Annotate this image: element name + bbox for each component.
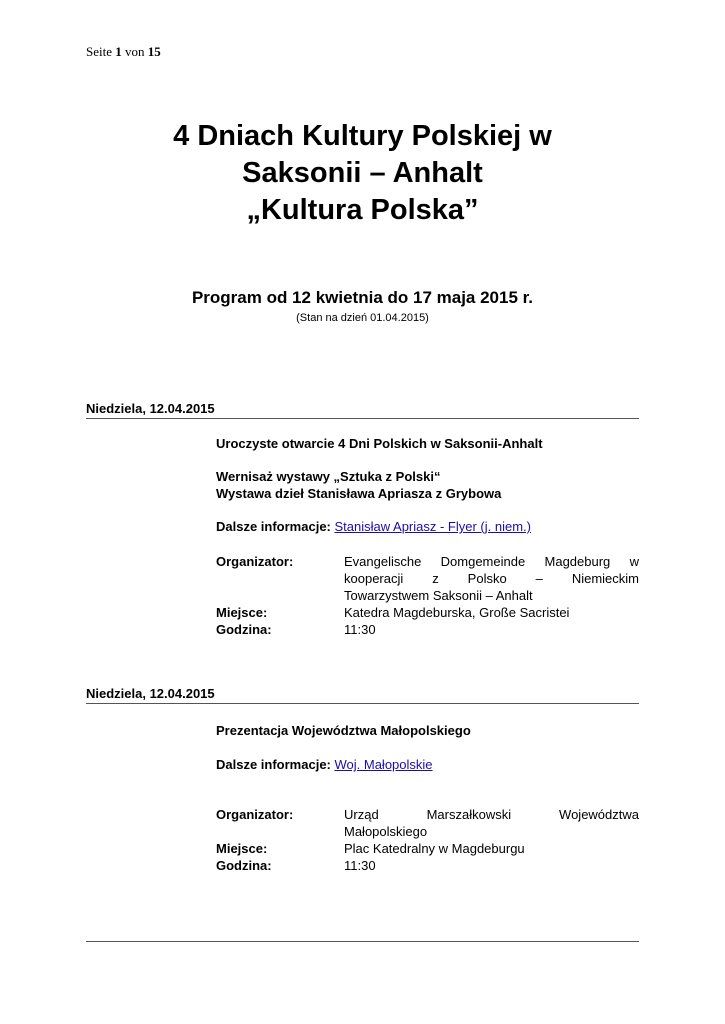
document-title	[0, 118, 725, 229]
event-date-heading: Niedziela, 12.04.2015	[86, 401, 639, 419]
exhibition-subtitle: Wystawa dzieł Stanisława Apriasza z Grybowa	[216, 486, 502, 501]
more-info	[216, 518, 639, 535]
page-of-label: von	[125, 44, 145, 59]
organizer-line: Evangelische Domgemeinde Magdeburg w	[344, 554, 639, 569]
organizer-label: Organizator:	[216, 807, 294, 822]
time-value: 11:30	[344, 858, 376, 873]
event-details	[216, 806, 639, 874]
place-row	[216, 840, 639, 857]
place-label: Miejsce:	[216, 841, 268, 856]
place-label: Miejsce:	[216, 605, 268, 620]
more-info-label: Dalsze informacje:	[216, 757, 331, 772]
organizer-value	[344, 806, 639, 840]
time-row	[216, 621, 639, 638]
more-info-label: Dalsze informacje:	[216, 519, 331, 534]
organizer-label: Organizator:	[216, 554, 294, 569]
page-header	[86, 44, 161, 60]
organizer-row	[216, 806, 639, 840]
status-date: (Stan na dzień 01.04.2015)	[296, 312, 429, 324]
organizer-line: kooperacji z Polsko – Niemieckim	[344, 571, 639, 586]
program-dates: Program od 12 kwietnia do 17 maja 2015 r.	[191, 288, 534, 307]
organizer-value	[344, 553, 639, 604]
title-line-2: Saksonii – Anhalt	[242, 157, 483, 189]
malopolska-link[interactable]: Woj. Małopolskie	[334, 757, 433, 772]
page-number: 1	[115, 44, 122, 59]
place-value: Katedra Magdeburska, Große Sacristei	[344, 605, 570, 620]
time-value: 11:30	[344, 622, 376, 637]
time-row	[216, 857, 639, 874]
more-info	[216, 756, 639, 773]
page-total: 15	[147, 44, 161, 59]
exhibition-title: Wernisaż wystawy „Sztuka z Polski“	[216, 469, 441, 484]
place-value: Plac Katedralny w Magdeburgu	[344, 841, 525, 856]
event-details	[216, 553, 639, 638]
organizer-row	[216, 553, 639, 604]
flyer-link[interactable]: Stanisław Apriasz - Flyer (j. niem.)	[334, 519, 531, 534]
organizer-line: Małopolskiego	[344, 824, 428, 839]
page-label: Seite	[86, 44, 112, 59]
event-title	[216, 722, 639, 739]
time-label: Godzina:	[216, 622, 272, 637]
title-line-1: 4 Dniach Kultury Polskiej w	[173, 120, 552, 152]
organizer-line: Urząd Marszałkowski Województwa	[344, 807, 639, 822]
event-date-heading: Niedziela, 12.04.2015	[86, 686, 639, 704]
time-label: Godzina:	[216, 858, 272, 873]
exhibition-info	[216, 468, 639, 502]
organizer-line: Towarzystwem Saksonii – Anhalt	[344, 588, 533, 603]
place-row	[216, 604, 639, 621]
event-title	[216, 435, 639, 452]
title-line-3: „Kultura Polska”	[246, 194, 479, 226]
event-title-line: Prezentacja Województwa Małopolskiego	[216, 723, 471, 738]
event-title-line: Uroczyste otwarcie 4 Dni Polskich w Saksonii-Anhalt	[216, 436, 543, 451]
footer-divider	[86, 941, 639, 942]
